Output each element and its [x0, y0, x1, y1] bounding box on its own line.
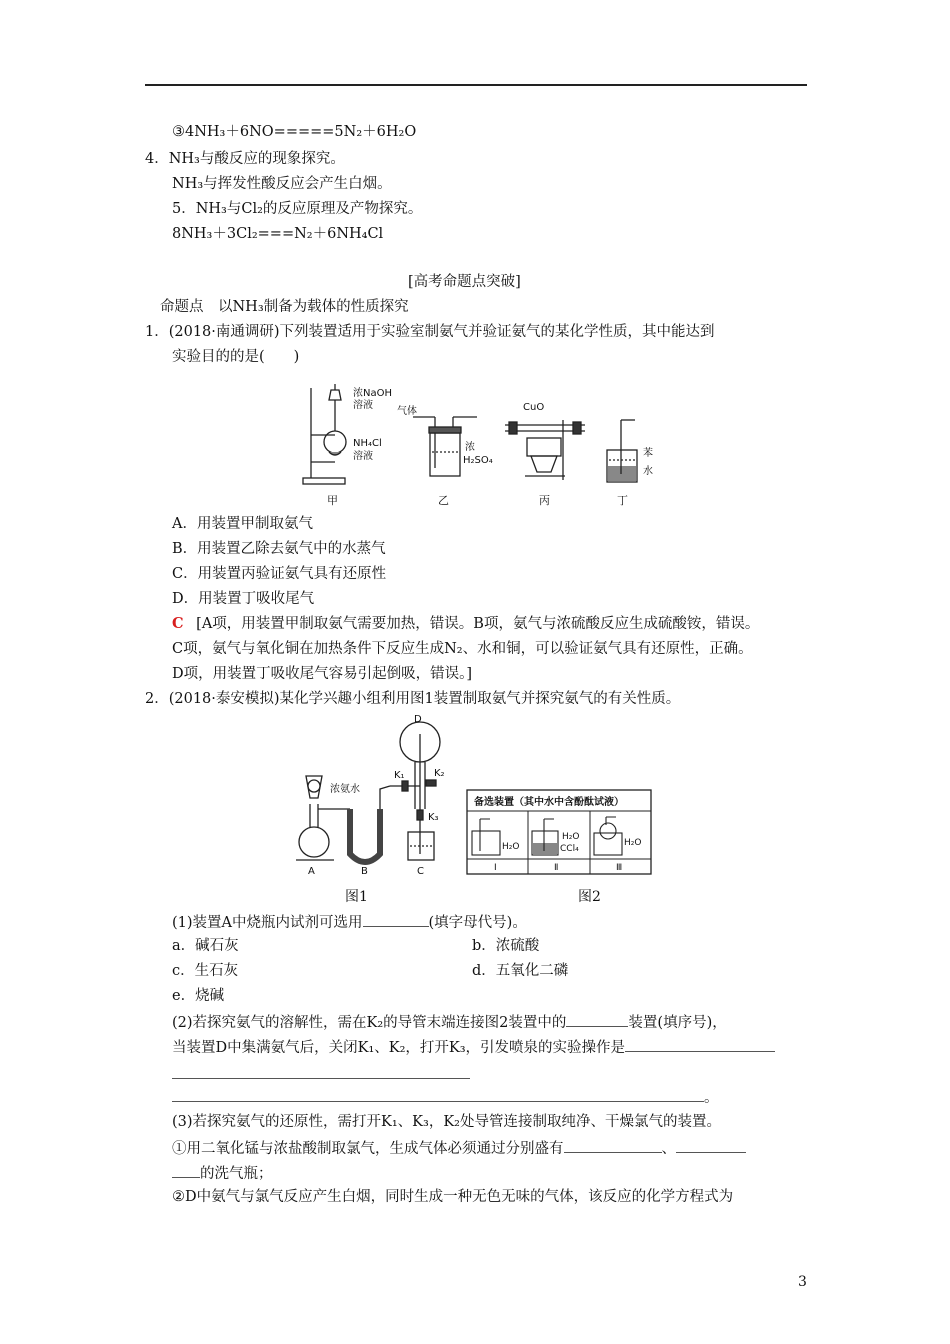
label-cuo: CuO: [523, 402, 545, 413]
answer-explanation-2: C项，氨气与氧化铜在加热条件下反应生成N₂、水和铜，可以验证氨气具有还原性，正确。: [172, 641, 753, 657]
answer-blank-6[interactable]: [564, 1137, 662, 1153]
choice-b: b．浓硫酸: [472, 938, 540, 954]
choice-d: d．五氧化二磷: [472, 963, 569, 979]
label-d: D: [414, 714, 422, 725]
caption-bing: 丙: [539, 494, 550, 507]
option-a: A．用装置甲制取氨气: [172, 516, 313, 532]
box-roman-1: Ⅰ: [494, 863, 497, 873]
label-benzene: 苯: [643, 448, 653, 459]
answer-blank-1[interactable]: [363, 911, 429, 927]
period: 。: [704, 1090, 719, 1106]
label-naoh-2: 溶液: [353, 400, 373, 411]
label-b: B: [361, 866, 368, 877]
stand-base-jia: [303, 478, 345, 484]
header-rule: [145, 84, 807, 86]
figure-2-candidate-box: [466, 789, 652, 875]
box-ccl4: CCl₄: [560, 844, 579, 854]
label-nh4cl-2: 溶液: [353, 451, 373, 462]
option-d: D．用装置丁吸收尾气: [172, 591, 315, 607]
q2-part1-suffix: (填字母代号)。: [428, 915, 527, 931]
box-title: 备选装置（其中水中含酚酞试液）: [474, 797, 624, 808]
label-naoh-1: 浓NaOH: [353, 388, 392, 399]
choice-a: a．碱石灰: [172, 938, 239, 954]
box-roman-3: Ⅲ: [616, 863, 623, 873]
label-k3: K₃: [428, 812, 439, 823]
label-h2so4-2: H₂SO₄: [463, 455, 493, 466]
answer-explanation-3: D项，用装置丁吸收尾气容易引起倒吸，错误。]: [172, 666, 473, 682]
section-heading: [高考命题点突破]: [408, 274, 521, 290]
q2-part1: [172, 911, 527, 933]
figure-1-caption: 图1: [345, 889, 368, 905]
box-roman-2: Ⅱ: [554, 863, 559, 873]
answer-letter: C: [172, 615, 184, 632]
q2-part1-text: (1)装置A中烧瓶内试剂可选用: [172, 915, 363, 931]
item-4-text: NH₃与挥发性酸反应会产生白烟。: [172, 176, 392, 192]
q2-part2-suffix: 装置(填序号)，: [628, 1015, 727, 1031]
page-number: 3: [798, 1274, 807, 1290]
separator: 、: [661, 1141, 676, 1157]
option-b: B．用装置乙除去氨气中的水蒸气: [172, 541, 386, 557]
figure-apparatus-set: [295, 380, 680, 510]
question-2-stem: 2．(2018·泰安模拟)某化学兴趣小组利用图1装置制取氨气并探究氨气的有关性质。: [145, 691, 681, 707]
label-nh4cl-1: NH₄Cl: [353, 438, 382, 449]
q2-part3: (3)若探究氨气的还原性，需打开K₁、K₃，K₂处导管连接制取纯净、干燥氯气的装置。: [172, 1114, 721, 1130]
q2-part3-1-cont: [172, 1162, 273, 1184]
question-1-stem-cont: 实验目的的是( ): [172, 349, 300, 365]
question-1-stem: 1．(2018·南通调研)下列装置适用于实验室制氨气并验证氨气的某化学性质，其中能达到: [145, 324, 715, 340]
answer-blank-3[interactable]: [625, 1036, 775, 1052]
item-5-title: 5．NH₃与Cl₂的反应原理及产物探究。: [172, 201, 423, 217]
item-4-title: 4．NH₃与酸反应的现象探究。: [145, 151, 345, 167]
answer-blank-7[interactable]: [676, 1137, 746, 1153]
box-water-2: H₂O: [562, 832, 580, 842]
equation-5: 8NH₃＋3Cl₂===N₂＋6NH₄Cl: [172, 226, 384, 242]
figure-2-caption: 图2: [578, 889, 601, 905]
q2-part2-text: (2)若探究氨气的溶解性，需在K₂的导管末端连接图2装置中的: [172, 1015, 567, 1031]
q2-part2-cont: [172, 1036, 775, 1058]
figure-1-apparatus: [290, 714, 460, 882]
answer-blank-4[interactable]: [172, 1063, 470, 1079]
answer-blank-2[interactable]: [566, 1011, 628, 1027]
choice-e: e．烧碱: [172, 988, 225, 1004]
q2-part3-2: ②D中氨气与氯气反应产生白烟，同时生成一种无色无味的气体，该反应的化学方程式为: [172, 1189, 734, 1205]
q2-part2-cont-text: 当装置D中集满氨气后，关闭K₁、K₂，打开K₃，引发喷泉的实验操作是: [172, 1040, 626, 1056]
box-water-3: H₂O: [624, 838, 642, 848]
answer-explanation: [A项，用装置甲制取氨气需要加热，错误。B项，氨气与浓硫酸反应生成硫酸铵，错误。: [196, 616, 760, 632]
answer-blank-5[interactable]: [172, 1086, 704, 1102]
box-water-1: H₂O: [502, 842, 520, 852]
answer-blank-8[interactable]: [172, 1162, 200, 1178]
caption-ding: 丁: [617, 494, 628, 507]
equation-3: ③4NH₃＋6NO=====5N₂＋6H₂O: [172, 124, 417, 140]
topic-heading: 命题点 以NH₃制备为载体的性质探究: [160, 299, 409, 315]
label-a: A: [308, 866, 315, 877]
q2-part3-1: [172, 1137, 746, 1159]
q2-part3-1-cont-text: 的洗气瓶；: [200, 1166, 273, 1182]
q2-part2: [172, 1011, 727, 1033]
label-gas: 气体: [397, 406, 417, 417]
label-k1: K₁: [394, 770, 405, 781]
label-k2: K₂: [434, 768, 445, 779]
caption-jia: 甲: [327, 494, 338, 507]
label-water: 水: [643, 466, 653, 477]
label-h2so4-1: 浓: [465, 442, 475, 453]
answer-line: [172, 614, 759, 634]
q2-part3-1-text: ①用二氧化锰与浓盐酸制取氯气，生成气体必须通过分别盛有: [172, 1141, 564, 1157]
q2-part2-end: [172, 1086, 719, 1108]
caption-yi: 乙: [438, 494, 449, 507]
label-ammonia: 浓氨水: [330, 784, 360, 795]
label-c: C: [417, 866, 424, 877]
option-c: C．用装置丙验证氨气具有还原性: [172, 566, 387, 582]
choice-c: c．生石灰: [172, 963, 239, 979]
